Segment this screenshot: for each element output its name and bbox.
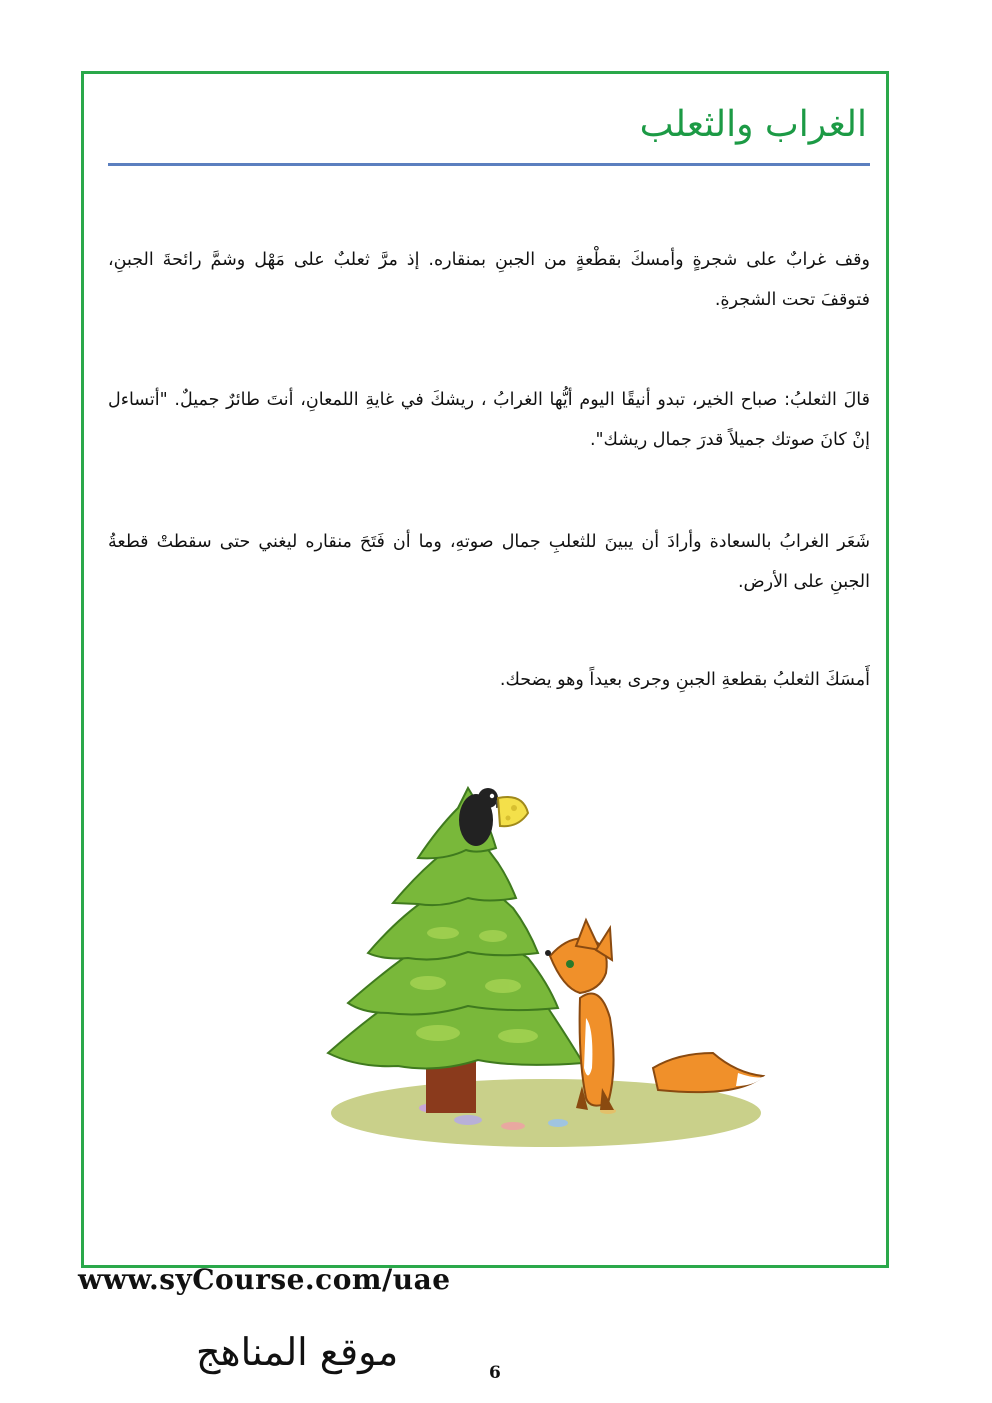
story-paragraph-4: أَمسَكَ الثعلبُ بقطعةِ الجبنِ وجرى بعيداً وهو يضحك. [499, 670, 870, 690]
page-number: 6 [489, 1363, 501, 1383]
story-paragraph-3: شَعَر الغرابُ بالسعادة وأرادَ أن يبينَ للثعلبِ جمال صوتهِ، وما أن فَتَحَ منقاره ليغني حتى سقطتْ قطعةُ الجبنِ على الأرض. [108, 532, 870, 592]
crow-fox-tree-illustration [318, 768, 773, 1153]
site-name: موقع المناهج [196, 1330, 399, 1374]
story-title: الغراب والثعلب [639, 104, 867, 145]
story-paragraph-2: قالَ الثعلبُ: صباح الخير، تبدو أنيقًا اليوم أيُّها الغرابُ ، ريشكَ في غايةِ اللمعانِ، أنتَ طائرٌ جميلٌ. "أتساءل إنْ كانَ صوتك جميلاً قدرَ جمال ريشك". [108, 390, 870, 450]
story-paragraph-1: وقف غرابٌ على شجرةٍ وأمسكَ بقطْعةٍ من الجبنِ بمنقاره. إذ مرَّ ثعلبٌ على مَهْل وشمَّ رائحةَ الجبنِ، فتوقفَ تحت الشجرةِ. [108, 250, 870, 310]
title-underline [108, 163, 870, 166]
pine-tree [328, 788, 583, 1068]
site-url: www.syCourse.com/uae [78, 1263, 451, 1296]
cheese-slice [498, 797, 528, 826]
